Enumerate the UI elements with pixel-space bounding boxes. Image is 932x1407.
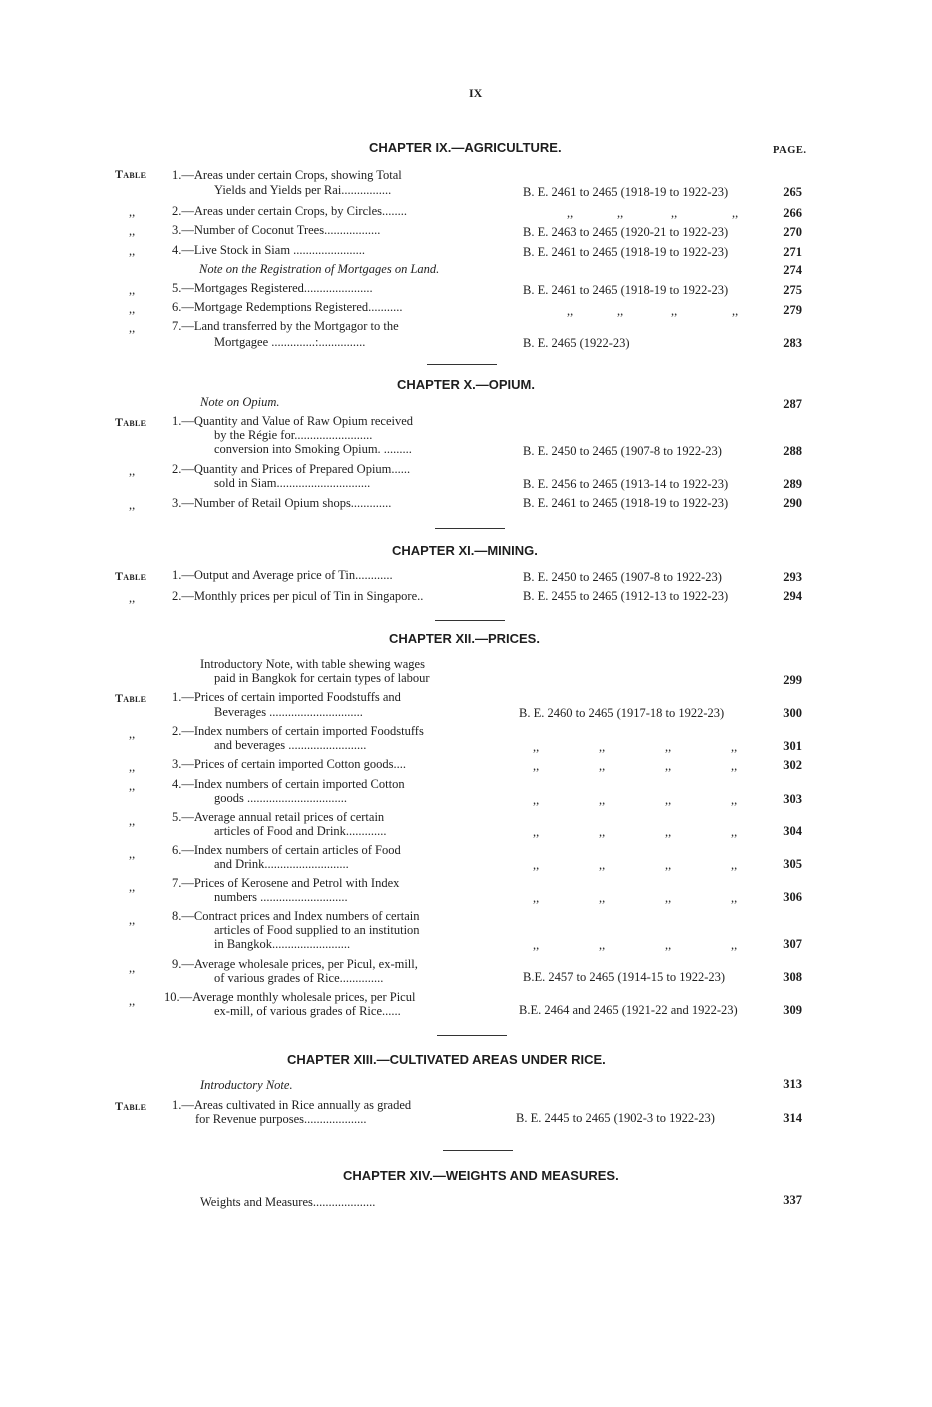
ditto-mark: ,, <box>617 206 624 220</box>
ditto-mark: ,, <box>129 283 136 297</box>
ditto-mark: ,, <box>731 938 738 952</box>
entry-title: 4.—Index numbers of certain imported Cotton <box>172 777 405 791</box>
date-range: B. E. 2445 to 2465 (1902-3 to 1922-23) <box>516 1111 715 1125</box>
date-range: B. E. 2463 to 2465 (1920-21 to 1922-23) <box>523 225 729 239</box>
page-ref: 304 <box>783 824 802 838</box>
page-ref: 265 <box>783 185 802 199</box>
entry-title: sold in Siam.............................. <box>214 476 371 490</box>
entry-title: 10.—Average monthly wholesale prices, per Picul <box>164 990 416 1004</box>
entry-title: Mortgagee ..............:............... <box>214 335 366 349</box>
date-range: B.E. 2464 and 2465 (1921-22 and 1922-23) <box>519 1003 738 1017</box>
entry-title: articles of Food supplied to an institution <box>214 923 420 937</box>
ditto-mark: ,, <box>129 814 136 828</box>
page-ref: 305 <box>783 857 802 871</box>
entry-title: articles of Food and Drink............. <box>214 824 387 838</box>
entry-title: 6.—Index numbers of certain articles of Food <box>172 843 401 857</box>
chapter-title: CHAPTER XIII.—CULTIVATED AREAS UNDER RICE. <box>287 1052 606 1067</box>
page-ref: 288 <box>783 444 802 458</box>
ditto-mark: ,, <box>599 858 606 872</box>
chapter-title: CHAPTER X.—OPIUM. <box>397 377 535 392</box>
ditto-mark: ,, <box>129 302 136 316</box>
entry-title: by the Régie for......................... <box>214 428 373 442</box>
ditto-mark: ,, <box>567 304 574 318</box>
page-ref: 306 <box>783 890 802 904</box>
section-divider <box>435 528 505 529</box>
entry-title: Introductory Note, with table shewing wages <box>200 657 425 671</box>
entry-title: 2.—Areas under certain Crops, by Circles........ <box>172 204 408 218</box>
section-divider <box>437 1035 507 1036</box>
page-ref: 275 <box>783 283 802 297</box>
ditto-mark: ,, <box>599 938 606 952</box>
chapter-title: CHAPTER IX.—AGRICULTURE. <box>369 140 562 155</box>
date-range: B. E. 2461 to 2465 (1918-19 to 1922-23) <box>523 185 729 199</box>
entry-title: Beverages .............................. <box>214 705 363 719</box>
page-ref: 302 <box>783 758 802 772</box>
ditto-mark: ,, <box>129 994 136 1008</box>
ditto-mark: ,, <box>533 891 540 905</box>
ditto-mark: ,, <box>599 759 606 773</box>
ditto-mark: ,, <box>533 793 540 807</box>
table-label: Table <box>115 691 147 705</box>
date-range: B. E. 2461 to 2465 (1918-19 to 1922-23) <box>523 283 729 297</box>
ditto-mark: ,, <box>617 304 624 318</box>
ditto-mark: ,, <box>599 825 606 839</box>
date-range: B.E. 2457 to 2465 (1914-15 to 1922-23) <box>523 970 726 984</box>
entry-title: 1.—Areas cultivated in Rice annually as graded <box>172 1098 412 1112</box>
ditto-mark: ,, <box>129 913 136 927</box>
note-entry: Introductory Note. <box>200 1078 293 1092</box>
page-ref: 279 <box>783 303 802 317</box>
entry-title: 7.—Prices of Kerosene and Petrol with Index <box>172 876 400 890</box>
chapter-title: CHAPTER XIV.—WEIGHTS AND MEASURES. <box>343 1168 619 1183</box>
ditto-mark: ,, <box>599 891 606 905</box>
date-range: B. E. 2450 to 2465 (1907-8 to 1922-23) <box>523 570 722 584</box>
ditto-mark: ,, <box>665 858 672 872</box>
entry-title: 1.—Quantity and Value of Raw Opium received <box>172 414 414 428</box>
ditto-mark: ,, <box>129 779 136 793</box>
page-ref: 301 <box>783 739 802 753</box>
date-range: B. E. 2450 to 2465 (1907-8 to 1922-23) <box>523 444 722 458</box>
ditto-mark: ,, <box>129 321 136 335</box>
date-range: B. E. 2460 to 2465 (1917-18 to 1922-23) <box>519 706 725 720</box>
ditto-mark: ,, <box>129 760 136 774</box>
entry-title: 1.—Output and Average price of Tin............ <box>172 568 393 582</box>
entry-title: ex-mill, of various grades of Rice...... <box>214 1004 401 1018</box>
page-ref: 309 <box>783 1003 802 1017</box>
ditto-mark: ,, <box>665 740 672 754</box>
date-range: B. E. 2465 (1922-23) <box>523 336 630 350</box>
ditto-mark: ,, <box>533 740 540 754</box>
entry-title: paid in Bangkok for certain types of labour <box>214 671 430 685</box>
ditto-mark: ,, <box>731 858 738 872</box>
ditto-mark: ,, <box>731 793 738 807</box>
note-entry: Note on Opium. <box>200 395 280 409</box>
entry-title: 5.—Average annual retail prices of certain <box>172 810 385 824</box>
ditto-mark: ,, <box>732 304 739 318</box>
page-ref: 337 <box>783 1193 802 1207</box>
page-ref: 303 <box>783 792 802 806</box>
ditto-mark: ,, <box>731 759 738 773</box>
ditto-mark: ,, <box>731 891 738 905</box>
entry-title: 3.—Number of Retail Opium shops............. <box>172 496 392 510</box>
entry-title: 9.—Average wholesale prices, per Picul, ex-mill, <box>172 957 418 971</box>
ditto-mark: ,, <box>671 206 678 220</box>
ditto-mark: ,, <box>129 224 136 238</box>
entry-title: 2.—Monthly prices per picul of Tin in Singapore.. <box>172 589 424 603</box>
chapter-title: CHAPTER XI.—MINING. <box>392 543 538 558</box>
ditto-mark: ,, <box>731 740 738 754</box>
ditto-mark: ,, <box>129 591 136 605</box>
entry-title: for Revenue purposes.................... <box>195 1112 367 1126</box>
entry-title: 2.—Quantity and Prices of Prepared Opium...... <box>172 462 411 476</box>
ditto-mark: ,, <box>129 727 136 741</box>
page-ref: 293 <box>783 570 802 584</box>
date-range: B. E. 2461 to 2465 (1918-19 to 1922-23) <box>523 245 729 259</box>
page-ref: 289 <box>783 477 802 491</box>
entry-title: in Bangkok......................... <box>214 937 351 951</box>
page-number: IX <box>469 86 483 100</box>
page-ref: 308 <box>783 970 802 984</box>
table-label: Table <box>115 167 147 181</box>
page-ref: 266 <box>783 206 802 220</box>
entry-title: conversion into Smoking Opium. ......... <box>214 442 412 456</box>
page-ref: 274 <box>783 263 802 277</box>
table-label: Table <box>115 415 147 429</box>
entry-title: and beverages ......................... <box>214 738 367 752</box>
page-ref: 290 <box>783 496 802 510</box>
entry-title: of various grades of Rice.............. <box>214 971 384 985</box>
page-ref: 283 <box>783 336 802 350</box>
page-ref: 287 <box>783 397 802 411</box>
entry-title: 1.—Areas under certain Crops, showing Total <box>172 168 402 182</box>
ditto-mark: ,, <box>665 891 672 905</box>
entry-title: 6.—Mortgage Redemptions Registered........... <box>172 300 403 314</box>
entry-title: goods ................................ <box>214 791 347 805</box>
date-range: B. E. 2461 to 2465 (1918-19 to 1922-23) <box>523 496 729 510</box>
ditto-mark: ,, <box>533 759 540 773</box>
entry-title: 7.—Land transferred by the Mortgagor to the <box>172 319 399 333</box>
ditto-mark: ,, <box>533 858 540 872</box>
page-column-header: PAGE. <box>773 145 807 156</box>
page-ref: 294 <box>783 589 802 603</box>
ditto-mark: ,, <box>129 880 136 894</box>
ditto-mark: ,, <box>567 206 574 220</box>
ditto-mark: ,, <box>671 304 678 318</box>
ditto-mark: ,, <box>731 825 738 839</box>
entry-title: Yields and Yields per Rai................ <box>214 183 392 197</box>
ditto-mark: ,, <box>533 825 540 839</box>
entry-title: Weights and Measures.................... <box>200 1195 376 1209</box>
ditto-mark: ,, <box>129 244 136 258</box>
ditto-mark: ,, <box>665 793 672 807</box>
page-ref: 271 <box>783 245 802 259</box>
page-ref: 300 <box>783 706 802 720</box>
ditto-mark: ,, <box>129 961 136 975</box>
section-divider <box>443 1150 513 1151</box>
ditto-mark: ,, <box>129 205 136 219</box>
page-ref: 307 <box>783 937 802 951</box>
entry-title: 3.—Prices of certain imported Cotton goods.... <box>172 757 406 771</box>
ditto-mark: ,, <box>533 938 540 952</box>
entry-title: 5.—Mortgages Registered...................... <box>172 281 373 295</box>
ditto-mark: ,, <box>599 793 606 807</box>
page-ref: 313 <box>783 1077 802 1091</box>
ditto-mark: ,, <box>732 206 739 220</box>
date-range: B. E. 2455 to 2465 (1912-13 to 1922-23) <box>523 589 729 603</box>
page-ref: 270 <box>783 225 802 239</box>
ditto-mark: ,, <box>129 498 136 512</box>
entry-title: 2.—Index numbers of certain imported Foodstuffs <box>172 724 424 738</box>
entry-title: 1.—Prices of certain imported Foodstuffs and <box>172 690 401 704</box>
ditto-mark: ,, <box>129 464 136 478</box>
entry-title: and Drink........................... <box>214 857 349 871</box>
ditto-mark: ,, <box>665 938 672 952</box>
ditto-mark: ,, <box>599 740 606 754</box>
section-divider <box>435 620 505 621</box>
date-range: B. E. 2456 to 2465 (1913-14 to 1922-23) <box>523 477 729 491</box>
ditto-mark: ,, <box>665 825 672 839</box>
chapter-title: CHAPTER XII.—PRICES. <box>389 631 540 646</box>
ditto-mark: ,, <box>665 759 672 773</box>
entry-title: 4.—Live Stock in Siam ....................... <box>172 243 366 257</box>
table-label: Table <box>115 1099 147 1113</box>
entry-title: 3.—Number of Coconut Trees.................. <box>172 223 381 237</box>
note-entry: Note on the Registration of Mortgages on Land. <box>199 262 440 276</box>
entry-title: numbers ............................ <box>214 890 348 904</box>
page-ref: 314 <box>783 1111 802 1125</box>
ditto-mark: ,, <box>129 847 136 861</box>
section-divider <box>427 364 497 365</box>
page-ref: 299 <box>783 673 802 687</box>
table-label: Table <box>115 569 147 583</box>
entry-title: 8.—Contract prices and Index numbers of certain <box>172 909 420 923</box>
